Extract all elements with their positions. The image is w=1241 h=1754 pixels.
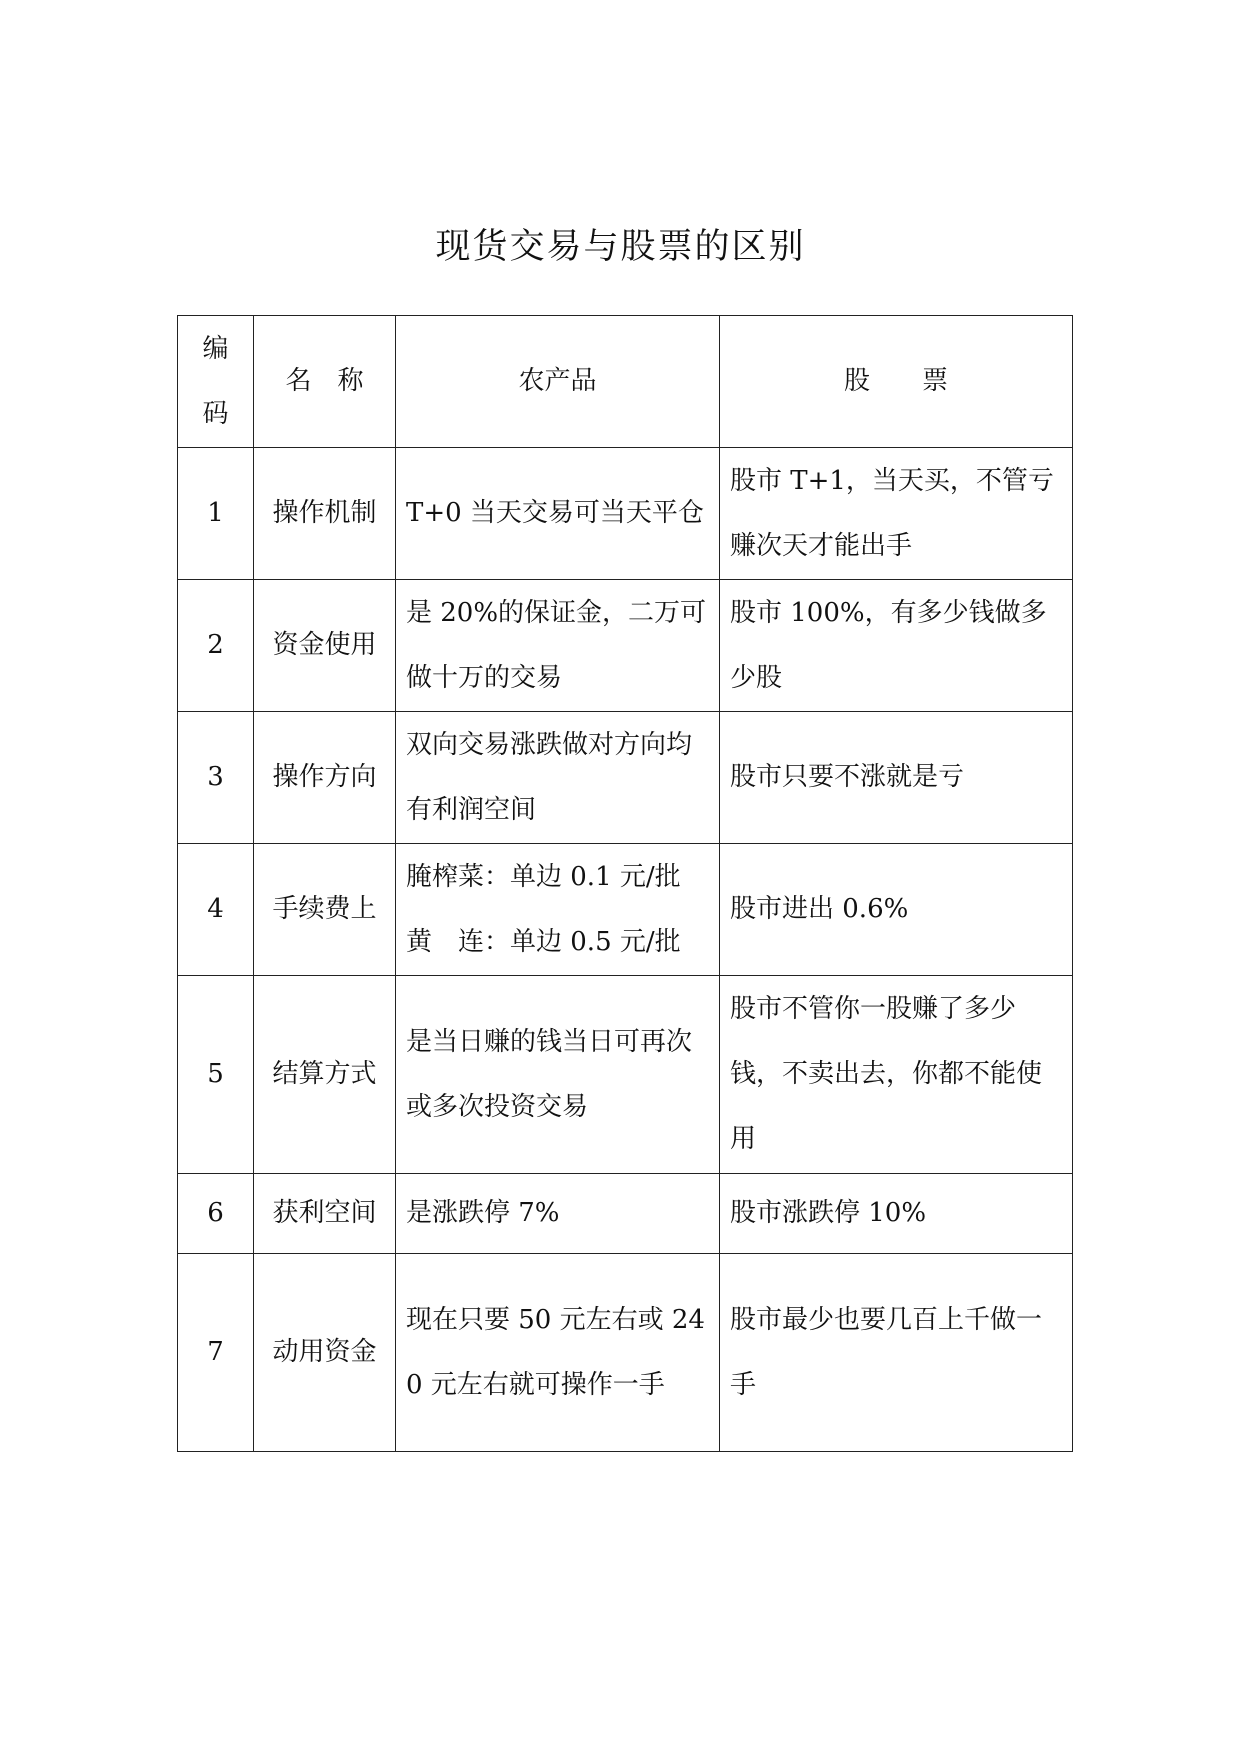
header-cell-name: 名 称 [254, 316, 396, 448]
row-name: 获利空间 [254, 1174, 396, 1254]
row-product: 双向交易涨跌做对方向均有利润空间 [396, 712, 720, 844]
table-row [178, 976, 1073, 1174]
comparison-table [177, 315, 1073, 1452]
row-name: 操作机制 [254, 448, 396, 580]
row-number: 5 [178, 976, 254, 1174]
row-product: 是当日赚的钱当日可再次或多次投资交易 [396, 976, 720, 1174]
row-name: 操作方向 [254, 712, 396, 844]
row-stock: 股市 T+1，当天买，不管亏赚次天才能出手 [720, 448, 1073, 580]
header-number-top: 编 [202, 333, 229, 364]
table-row [178, 448, 1073, 580]
table-row [178, 580, 1073, 712]
row-number: 3 [178, 712, 254, 844]
row-number: 2 [178, 580, 254, 712]
row-stock: 股市只要不涨就是亏 [720, 712, 1073, 844]
row-name: 资金使用 [254, 580, 396, 712]
page-title: 现货交易与股票的区别 [435, 227, 806, 267]
table-row [178, 1174, 1073, 1254]
table-row [178, 844, 1073, 976]
row-stock: 股市进出 0.6% [720, 844, 1073, 976]
table-row [178, 1254, 1073, 1452]
row-number: 1 [178, 448, 254, 580]
row-stock: 股市不管你一股赚了多少钱，不卖出去，你都不能使用 [720, 976, 1073, 1174]
row-stock: 股市涨跌停 10% [720, 1174, 1073, 1254]
header-number-bottom: 码 [202, 398, 229, 429]
header-cell-product: 农产品 [396, 316, 720, 448]
row-number: 4 [178, 844, 254, 976]
row-number: 6 [178, 1174, 254, 1254]
fee-line-pickle: 腌榨菜：单边 0.1 元/批 [406, 861, 681, 892]
row-product: T+0 当天交易可当天平仓 [396, 448, 720, 580]
row-name: 手续费上 [254, 844, 396, 976]
row-name: 结算方式 [254, 976, 396, 1174]
table-row [178, 712, 1073, 844]
fee-line-coptis: 黄 连：单边 0.5 元/批 [406, 926, 681, 957]
row-product: 现在只要 50 元左右或 240 元左右就可操作一手 [396, 1254, 720, 1452]
header-cell-stock: 股 票 [720, 316, 1073, 448]
row-stock: 股市最少也要几百上千做一手 [720, 1254, 1073, 1452]
row-number: 7 [178, 1254, 254, 1452]
row-name: 动用资金 [254, 1254, 396, 1452]
row-product: 是 20%的保证金，二万可做十万的交易 [396, 580, 720, 712]
row-product: 是涨跌停 7% [396, 1174, 720, 1254]
row-product [396, 844, 720, 976]
row-stock: 股市 100%，有多少钱做多少股 [720, 580, 1073, 712]
table-header-row [178, 316, 1073, 448]
header-cell-number [178, 316, 254, 448]
